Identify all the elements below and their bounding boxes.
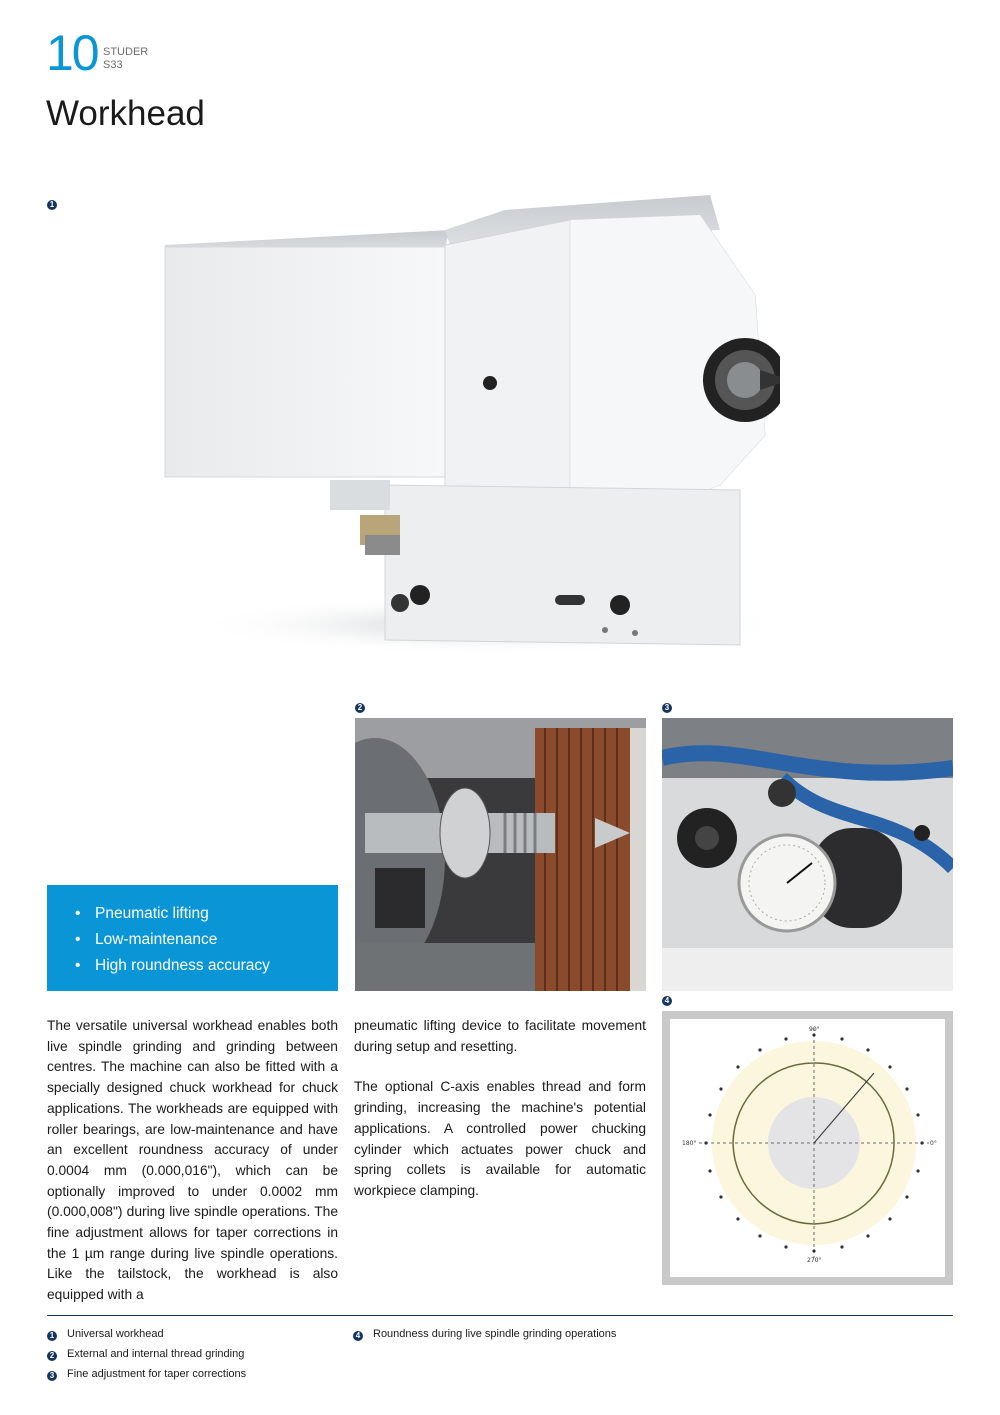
figure-marker-2: 2 <box>355 703 365 713</box>
footer-rule <box>47 1315 953 1316</box>
caption-marker: 3 <box>47 1371 57 1381</box>
figure-marker-4: 4 <box>662 996 672 1006</box>
dial-gauge-illustration <box>662 718 953 991</box>
plot-label-left: 180° <box>682 1140 697 1147</box>
brand-label <box>103 46 148 72</box>
body-paragraph: pneumatic lifting device to facilitate movement during setup and resetting. <box>354 1018 646 1054</box>
dial-gauge-photo <box>662 718 953 991</box>
caption-4: 4 Roundness during live spindle grinding operations <box>353 1327 616 1341</box>
caption-marker: 4 <box>353 1331 363 1341</box>
model-name: S33 <box>103 59 123 72</box>
page-title: Workhead <box>46 94 205 133</box>
body-paragraph: The versatile universal workhead enables both live spindle grinding and grinding between centres. The machine can also be fitted with a specially designed chuck workhead for chuck applications. The workheads are equipped with roller bearings, are low-maintenance and have an excellent roundness accuracy of under 0.0004 mm (0.000,016"), which can be optionally improved to under 0.0002 mm (0.000,008") during live spindle operations. The fine adjustment allows for taper corrections in the 1 µm range during live spindle operations. Like the tailstock, the workhead is also equipped with a <box>47 1018 338 1303</box>
figure-marker-3: 3 <box>662 703 672 713</box>
caption-marker: 2 <box>47 1351 57 1361</box>
page-number: 10 <box>46 25 98 81</box>
plot-label-right: 0° <box>930 1140 937 1147</box>
caption-3: 3 Fine adjustment for taper corrections <box>47 1367 246 1381</box>
figure-marker-1: 1 <box>47 200 57 210</box>
feature-item: • Low-maintenance <box>75 931 218 948</box>
body-paragraph: The optional C-axis enables thread and form grinding, increasing the machine's potential applications. A controlled power chucking cylinder which actuates power chuck and spring collets is available for automatic workpiece clamping. <box>354 1079 646 1198</box>
thread-grinding-photo <box>355 718 646 991</box>
plot-label-top: 90° <box>809 1026 820 1033</box>
feature-list <box>75 901 338 979</box>
feature-item: • High roundness accuracy <box>75 957 270 974</box>
workhead-photo <box>160 185 780 655</box>
roundness-plot <box>662 1011 953 1285</box>
caption-marker: 1 <box>47 1331 57 1341</box>
brand-name: STUDER <box>103 46 149 58</box>
feature-item: • Pneumatic lifting <box>75 905 209 922</box>
body-column-1 <box>47 1016 338 1306</box>
thread-grinding-illustration <box>355 718 646 991</box>
caption-2: 2 External and internal thread grinding <box>47 1347 244 1361</box>
body-column-2 <box>354 1016 646 1222</box>
caption-1: 1 Universal workhead <box>47 1327 164 1341</box>
feature-box <box>47 885 338 991</box>
plot-label-bottom: 270° <box>807 1257 822 1264</box>
roundness-chart <box>662 1011 953 1285</box>
workhead-illustration <box>160 185 780 655</box>
